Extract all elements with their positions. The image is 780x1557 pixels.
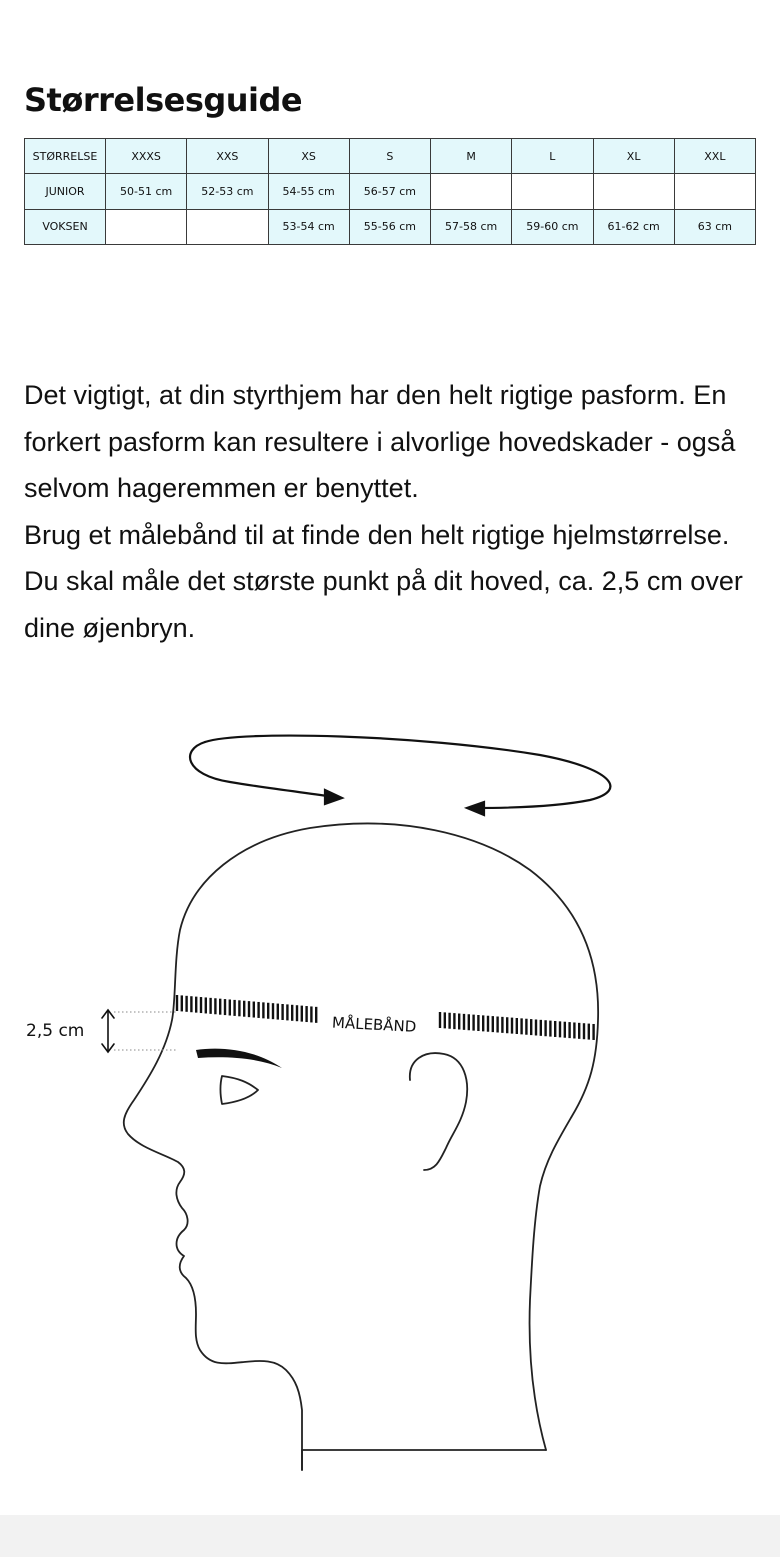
table-cell: 57-58 cm bbox=[431, 209, 512, 244]
table-cell: 59-60 cm bbox=[512, 209, 593, 244]
table-row-junior bbox=[25, 174, 756, 209]
footer-bar bbox=[0, 1515, 780, 1557]
head-measurement-illustration bbox=[0, 720, 780, 1520]
table-header-cell: XXS bbox=[187, 139, 268, 174]
table-header-cell: XXL bbox=[674, 139, 755, 174]
offset-guide-lines bbox=[114, 1012, 176, 1050]
table-cell: 53-54 cm bbox=[268, 209, 349, 244]
table-cell bbox=[187, 209, 268, 244]
table-header-cell: XS bbox=[268, 139, 349, 174]
table-header-cell: XXXS bbox=[106, 139, 187, 174]
table-cell: 56-57 cm bbox=[349, 174, 430, 209]
table-cell: 52-53 cm bbox=[187, 174, 268, 209]
paragraph-fit: Det vigtigt, at din styrthjem har den helt rigtige pasform. En forkert pasform kan resultere i alvorlige hovedskader - også selvom hageremmen er benyttet. bbox=[24, 380, 736, 503]
paragraph-measure: Brug et målebånd til at finde den helt rigtige hjelmstørrelse. Du skal måle det største punkt på dit hoved, ca. 2,5 cm over dine øjenbryn. bbox=[24, 519, 743, 643]
table-cell bbox=[674, 174, 755, 209]
table-cell: 50-51 cm bbox=[106, 174, 187, 209]
table-cell bbox=[431, 174, 512, 209]
table-cell bbox=[106, 209, 187, 244]
table-cell bbox=[593, 174, 674, 209]
table-header-cell: XL bbox=[593, 139, 674, 174]
double-arrow-icon bbox=[102, 1010, 114, 1052]
table-cell: 54-55 cm bbox=[268, 174, 349, 209]
table-cell bbox=[512, 174, 593, 209]
table-cell: 63 cm bbox=[674, 209, 755, 244]
offset-label: 2,5 cm bbox=[26, 1021, 85, 1041]
table-header-cell: L bbox=[512, 139, 593, 174]
size-table bbox=[24, 138, 756, 245]
table-header-cell: STØRRELSE bbox=[25, 139, 106, 174]
eyebrow-shape bbox=[196, 1049, 282, 1068]
page-title: Størrelsesguide bbox=[24, 81, 303, 119]
table-row-voksen bbox=[25, 209, 756, 244]
circular-arrow-icon bbox=[190, 736, 610, 815]
table-header-row bbox=[25, 139, 756, 174]
row-label: VOKSEN bbox=[25, 209, 106, 244]
description bbox=[24, 372, 764, 651]
tape-label: MÅLEBÅND bbox=[331, 1013, 417, 1036]
table-cell: 61-62 cm bbox=[593, 209, 674, 244]
row-label: JUNIOR bbox=[25, 174, 106, 209]
table-header-cell: S bbox=[349, 139, 430, 174]
table-cell: 55-56 cm bbox=[349, 209, 430, 244]
table-header-cell: M bbox=[431, 139, 512, 174]
head-profile-icon bbox=[124, 824, 598, 1520]
